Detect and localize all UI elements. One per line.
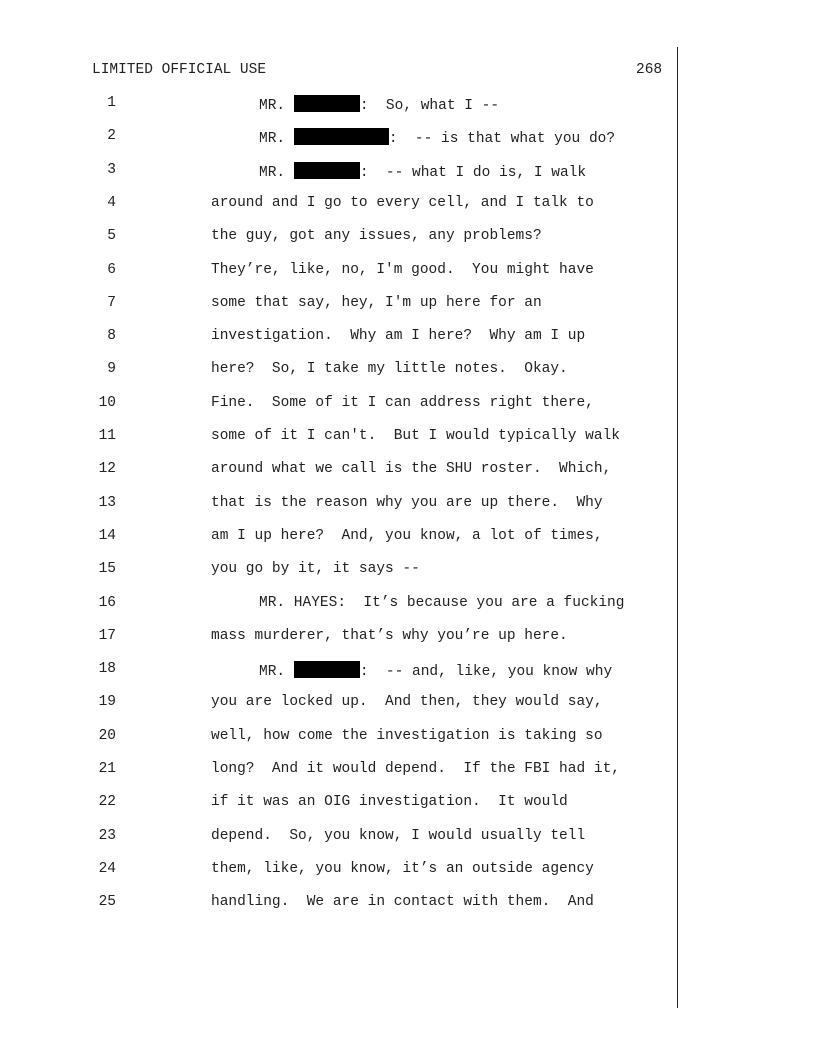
transcript-line xyxy=(0,361,680,381)
transcript-line xyxy=(0,162,680,182)
transcript-line xyxy=(0,595,680,615)
speaker-label: MR. xyxy=(259,98,286,114)
transcript-line xyxy=(0,95,680,115)
line-text: here? So, I take my little notes. Okay. xyxy=(211,361,568,378)
transcript-line xyxy=(0,428,680,448)
speaker-label: MR. xyxy=(259,131,286,148)
speaker-text: : -- what I do is, I walk xyxy=(359,164,587,181)
speaker-line xyxy=(259,95,499,114)
line-text: well, how come the investigation is taking so xyxy=(211,727,603,744)
line-number: 11 xyxy=(98,428,116,444)
line-number: 1 xyxy=(107,95,116,111)
redaction-box xyxy=(294,128,389,145)
transcript-line xyxy=(0,794,680,814)
line-number: 4 xyxy=(107,194,116,211)
line-text: handling. We are in contact with them. And xyxy=(211,894,594,911)
speaker-line xyxy=(259,128,615,147)
line-text: them, like, you know, it’s an outside agency xyxy=(211,860,594,877)
transcript-line xyxy=(0,395,680,415)
line-text: some that say, hey, I'm up here for an xyxy=(211,294,542,311)
redaction-box xyxy=(294,95,360,112)
line-text: They’re, like, no, I'm good. You might have xyxy=(211,261,594,278)
transcript-line xyxy=(0,694,680,714)
line-text: if it was an OIG investigation. It would xyxy=(211,794,568,811)
transcript-line xyxy=(0,528,680,548)
line-number: 15 xyxy=(98,561,116,578)
speaker-text: : -- is that what you do? xyxy=(388,131,616,148)
line-number: 22 xyxy=(98,794,116,811)
line-text: around and I go to every cell, and I talk to xyxy=(211,194,594,211)
transcript-line xyxy=(0,561,680,581)
line-number: 5 xyxy=(107,228,116,245)
transcript-line xyxy=(0,861,680,881)
line-text: that is the reason why you are up there. Why xyxy=(211,494,603,511)
speaker-text: : So, what I -- xyxy=(359,98,500,114)
speaker-line xyxy=(259,162,586,181)
transcript-line xyxy=(0,495,680,515)
line-number: 16 xyxy=(98,594,116,611)
line-number: 23 xyxy=(98,827,116,844)
line-number: 10 xyxy=(98,394,116,411)
transcript-line xyxy=(0,661,680,681)
line-number: 24 xyxy=(98,860,116,877)
line-text: depend. So, you know, I would usually tell xyxy=(211,827,586,844)
transcript-line xyxy=(0,761,680,781)
transcript-line xyxy=(0,128,680,148)
transcript-line xyxy=(0,894,680,914)
speaker-label: MR. xyxy=(259,164,286,181)
transcript-line xyxy=(0,328,680,348)
line-number: 8 xyxy=(107,328,116,345)
page-number: 268 xyxy=(636,62,663,78)
line-number: 9 xyxy=(107,361,116,378)
line-text: Fine. Some of it I can address right there, xyxy=(211,394,594,411)
line-number: 2 xyxy=(107,128,116,145)
line-number: 21 xyxy=(98,761,116,777)
line-number: 14 xyxy=(98,527,116,544)
line-text: around what we call is the SHU roster. Which, xyxy=(211,461,612,478)
transcript-line xyxy=(0,262,680,282)
line-number: 7 xyxy=(107,294,116,311)
line-number: 3 xyxy=(107,161,116,178)
redaction-box xyxy=(294,661,360,678)
transcript-line xyxy=(0,828,680,848)
transcript-line xyxy=(0,628,680,648)
line-number: 18 xyxy=(98,661,116,678)
line-number: 19 xyxy=(98,694,116,711)
line-number: 12 xyxy=(98,461,116,478)
transcript-line xyxy=(0,195,680,215)
line-text: you are locked up. And then, they would say, xyxy=(211,694,603,711)
transcript-line xyxy=(0,295,680,315)
classification-header: LIMITED OFFICIAL USE xyxy=(92,62,267,78)
transcript-line xyxy=(0,228,680,248)
line-text: the guy, got any issues, any problems? xyxy=(211,228,542,245)
line-text: am I up here? And, you know, a lot of times, xyxy=(211,527,603,544)
line-text: long? And it would depend. If the FBI had it, xyxy=(211,761,620,777)
line-text: investigation. Why am I here? Why am I up xyxy=(211,328,586,345)
line-text: MR. HAYES: It’s because you are a fucking xyxy=(259,594,625,611)
transcript-line xyxy=(0,728,680,748)
line-text: you go by it, it says -- xyxy=(211,561,420,578)
transcript-line xyxy=(0,461,680,481)
redaction-box xyxy=(294,162,360,179)
line-number: 20 xyxy=(98,727,116,744)
line-text: some of it I can't. But I would typically walk xyxy=(211,428,620,444)
line-text: mass murderer, that’s why you’re up here. xyxy=(211,627,568,644)
line-number: 6 xyxy=(107,261,116,278)
line-number: 13 xyxy=(98,494,116,511)
speaker-label: MR. xyxy=(259,664,286,681)
line-number: 25 xyxy=(98,894,116,911)
line-number: 17 xyxy=(98,627,116,644)
speaker-line xyxy=(259,661,612,680)
speaker-text: : -- and, like, you know why xyxy=(359,664,613,681)
